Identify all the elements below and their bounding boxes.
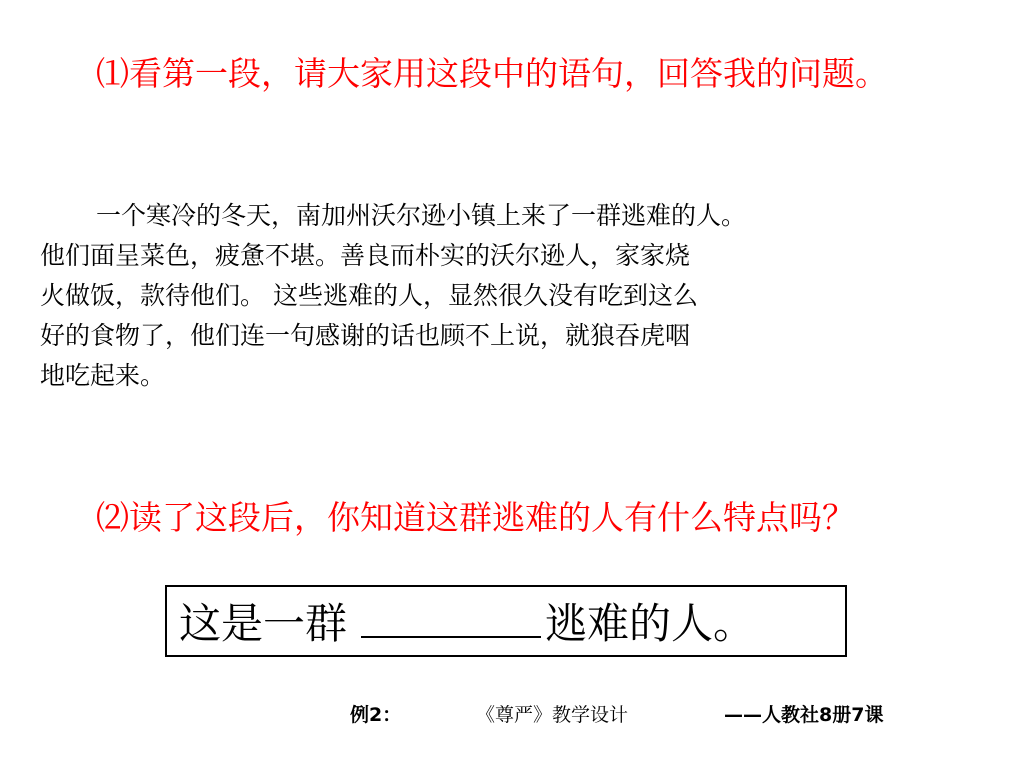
question-1-text: ⑴看第一段，请大家用这段中的语句，回答我的问题。 (96, 54, 888, 93)
answer-sentence-box (165, 585, 847, 657)
footer (350, 700, 950, 726)
answer-prefix: 这是一群 (179, 599, 348, 648)
question-2 (40, 494, 990, 542)
question-1 (40, 50, 990, 98)
passage-line: 火做饭，款待他们。 这些逃难的人，显然很久没有吃到这么 (40, 281, 698, 310)
footer-source: ——人教社8册7课 (724, 704, 884, 726)
footer-example-label: 例2： (350, 704, 402, 726)
passage-line: 地吃起来。 (40, 361, 166, 390)
passage (40, 196, 985, 396)
footer-title: 《尊严》教学设计 (476, 704, 629, 726)
answer-suffix: 逃难的人。 (545, 599, 756, 648)
passage-line: 他们面呈菜色，疲惫不堪。善良而朴实的沃尔逊人，家家烧 (40, 241, 691, 270)
passage-line: 一个寒冷的冬天，南加州沃尔逊小镇上来了一群逃难的人。 (96, 201, 747, 230)
answer-blank (361, 596, 541, 638)
question-2-text: ⑵读了这段后，你知道这群逃难的人有什么特点吗？ (96, 498, 855, 537)
passage-line: 好的食物了，他们连一句感谢的话也顾不上说，就狼吞虎咽 (40, 321, 691, 350)
